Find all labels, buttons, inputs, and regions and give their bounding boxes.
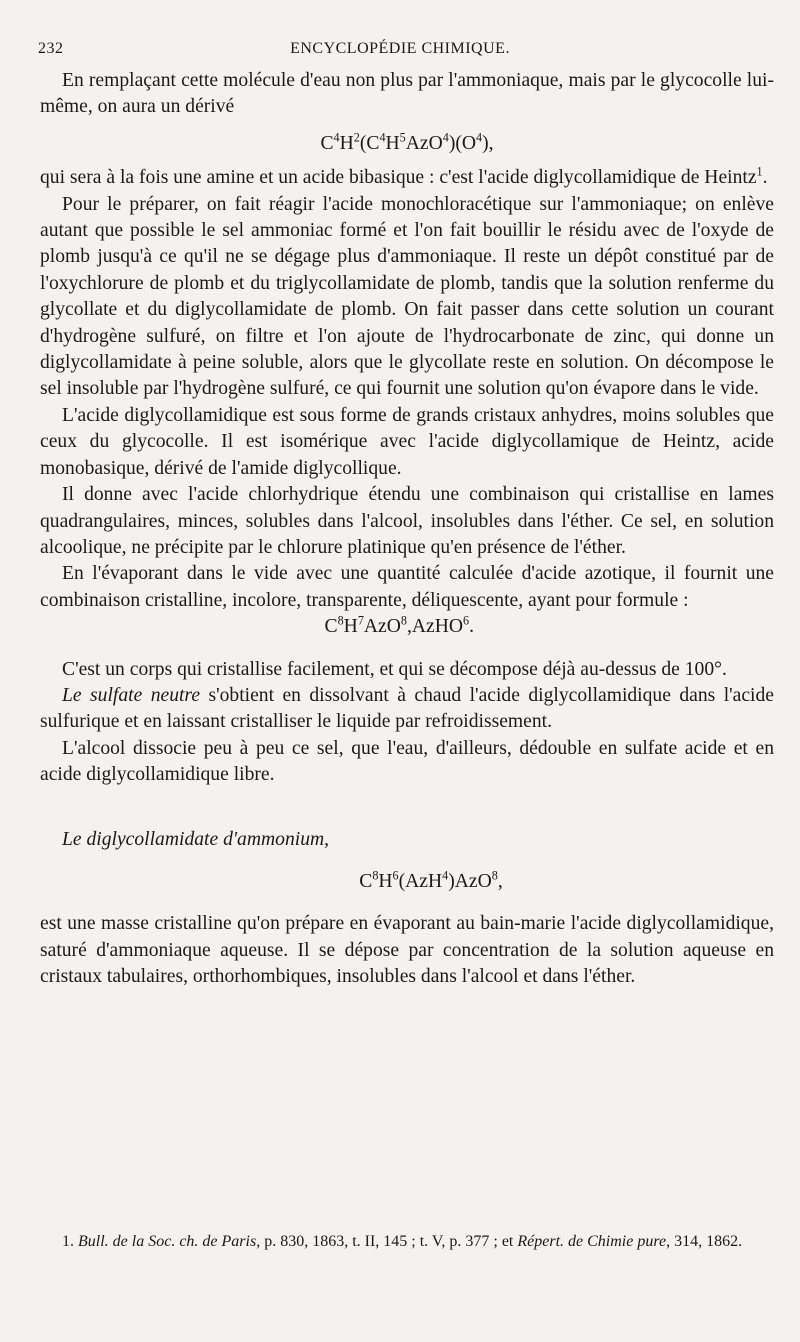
running-title: ENCYCLOPÉDIE CHIMIQUE. bbox=[290, 40, 510, 57]
paragraph-10: est une masse cristalline qu'on prépare en évaporant au bain-marie l'acide diglycollamidique, saturé d'ammoniaque aqueuse. Il se dépose par concentration de la solution aqueuse en cristaux tabulaires, orthorhombiques, insolubles dans l'alcool et dans l'éther. bbox=[40, 913, 774, 988]
paragraph-9: L'alcool dissocie peu à peu ce sel, que l'eau, d'ailleurs, dédouble en sulfate acide et en acide diglycollamidique libre. bbox=[40, 737, 774, 786]
paragraph-5: Il donne avec l'acide chlorhydrique étendu une combinaison qui cristallise en lames quadrangulaires, minces, solubles dans l'alcool, insolubles dans l'éther. Ce sel, en solution alcoolique, ne précipite par le chlorure platinique qu'en présence de l'éther. bbox=[40, 484, 774, 558]
footnote-ref: 1 bbox=[756, 164, 763, 179]
footnote: 1. Bull. de la Soc. ch. de Paris, p. 830, 1863, t. II, 145 ; t. V, p. 377 ; et Répert. de Chimie pure, 314, 1862. bbox=[62, 1233, 743, 1250]
formula-1: $C^4H^2(C^4H^5AzO^4)(O^4)$, bbox=[320, 130, 494, 154]
footnote-number: 1. bbox=[62, 1233, 74, 1250]
paragraph-6: En l'évaporant dans le vide avec une quantité calculée d'acide azotique, il fournit une combinaison cristalline, incolore, transparente, déliquescente, ayant pour formule : bbox=[40, 563, 774, 611]
page-header bbox=[38, 40, 762, 64]
paragraph-3: Pour le préparer, on fait réagir l'acide monochloracétique sur l'ammoniaque; on enlève autant que possible le sel ammoniac formé et l'on fait bouillir le résidu avec de l'oxyde de plomb jusqu'à ce qu'il ne se dégage plus d'ammoniaque. Il reste un dépôt constitué par de l'oxychlorure de plomb et du triglycollamidate de plomb, tandis que la solution renferme du glycollate et du diglycollamidate de plomb. On fait passer dans cette solution un courant d'hydrogène sulfuré, on filtre et l'on ajoute de l'hydrocarbonate de zinc, qui donne un diglycollamidate à peine soluble, alors que le glycollate reste en solution. On décompose le sel insoluble par l'hydrogène sulfuré, ce qui fournit une solution qu'on évapore dans le vide. bbox=[40, 193, 774, 400]
formula-2: $C^8H^7AzO^8,AzHO^6$. bbox=[324, 613, 474, 638]
paragraph-1: En remplaçant cette molécule d'eau non plus par l'ammoniaque, mais par le glycocolle lui-même, on aura un dérivé bbox=[40, 70, 774, 118]
paragraph-4: L'acide diglycollamidique est sous forme de grands cristaux anhydres, moins solubles que ceux du glycocolle. Il est isomérique avec l'acide diglycollamique de Heintz, acide monobasique, dérivé de l'amide diglycollique. bbox=[40, 404, 774, 479]
formula-3: $C^8H^6(AzH^4)AzO^8$, bbox=[359, 868, 503, 892]
page-body bbox=[40, 68, 774, 991]
paragraph-7: C'est un corps qui cristallise facilement, et qui se décompose déjà au-dessus de 100°. bbox=[62, 658, 727, 680]
section-subheading: Le diglycollamidate d'ammonium, bbox=[62, 828, 330, 850]
paragraph-2: qui sera à la fois une amine et un acide bibasique : c'est l'acide diglycollamidique de Heintz$^1$. bbox=[40, 164, 768, 189]
page-number: 232 bbox=[38, 40, 64, 57]
paragraph-8: Le sulfate neutre s'obtient en dissolvant à chaud l'acide diglycollamidique dans l'acide sulfurique et en laissant cristalliser le liquide par refroidissement. bbox=[40, 684, 774, 733]
sulfate-neutre-term: Le sulfate neutre bbox=[62, 684, 201, 706]
